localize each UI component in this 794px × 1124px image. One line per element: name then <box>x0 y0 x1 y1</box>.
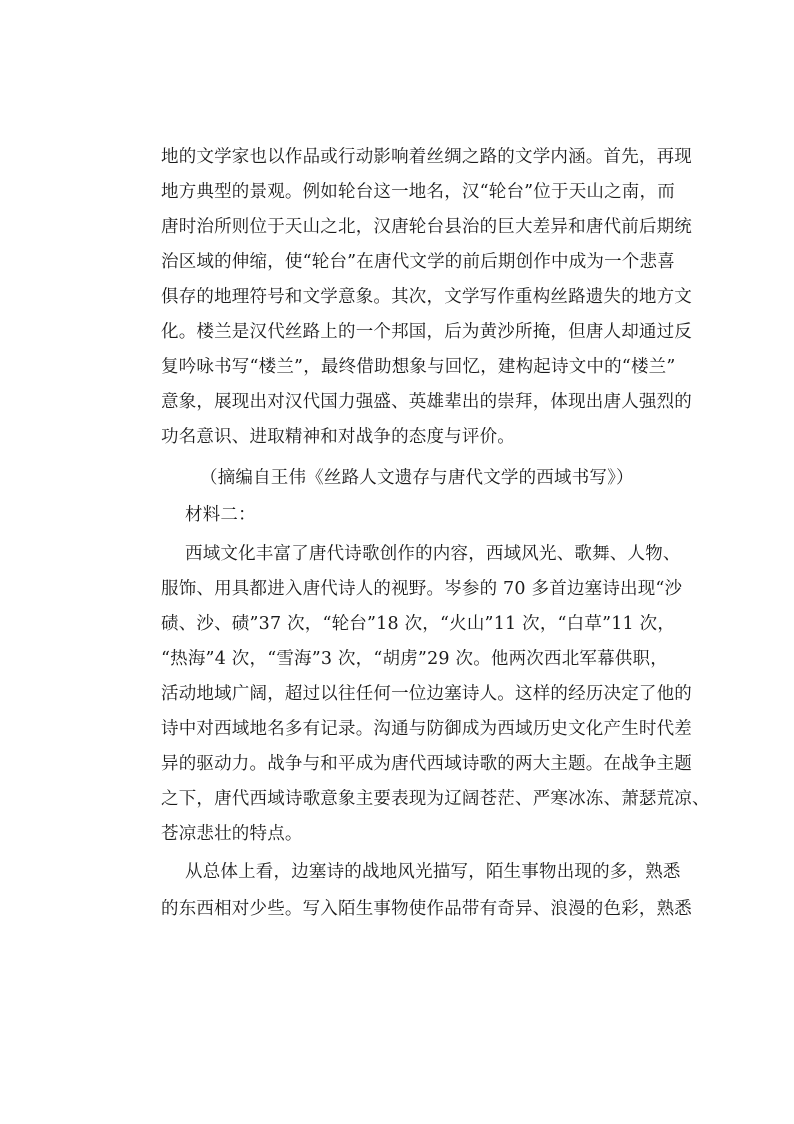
paragraph-2-line: 活动地域广阔，超过以往任何一位边塞诗人。这样的经历决定了他的 <box>161 684 692 704</box>
paragraph-2-line: 苍凉悲壮的特点。 <box>161 824 303 844</box>
paragraph-2-line: 服饰、用具都进入唐代诗人的视野。岑参的 70 多首边塞诗出现“沙 <box>161 579 683 599</box>
paragraph-1-line: 治区域的伸缩，使“轮台”在唐代文学的前后期创作中成为一个悲喜 <box>161 252 675 272</box>
paragraph-2-line: 诗中对西域地名多有记录。沟通与防御成为西域历史文化产生时代差 <box>161 719 692 739</box>
paragraph-2-line: 西域文化丰富了唐代诗歌创作的内容，西域风光、歌舞、人物、 <box>185 544 681 564</box>
paragraph-1-line: 复吟咏书写“楼兰”，最终借助想象与回忆，建构起诗文中的“楼兰” <box>161 357 676 377</box>
paragraph-3-line: 的东西相对少些。写入陌生事物使作品带有奇异、浪漫的色彩，熟悉 <box>161 899 692 919</box>
paragraph-2-line: 碛、沙、碛”37 次，“轮台”18 次，“火山”11 次，“白草”11 次， <box>161 614 676 634</box>
paragraph-3-line: 从总体上看，边塞诗的战地风光描写，陌生事物出现的多，熟悉 <box>185 862 681 882</box>
paragraph-1-line: 俱存的地理符号和文学意象。其次，文学写作重构丝路遗失的地方文 <box>161 287 692 307</box>
paragraph-2-line: “热海”4 次，“雪海”3 次，“胡虏”29 次。他两次西北军幕供职， <box>161 649 668 669</box>
paragraph-1-line: 意象，展现出对汉代国力强盛、英雄辈出的崇拜，体现出唐人强烈的 <box>161 392 692 412</box>
source-citation: （摘编自王伟《丝路人文遗存与唐代文学的西域书写》） <box>200 468 634 488</box>
paragraph-2-line: 之下，唐代西域诗歌意象主要表现为辽阔苍茫、严寒冰冻、萧瑟荒凉、 <box>161 789 710 809</box>
paragraph-1-line: 地的文学家也以作品或行动影响着丝绸之路的文学内涵。首先，再现 <box>161 147 692 167</box>
paragraph-1-line: 化。楼兰是汉代丝路上的一个邦国，后为黄沙所掩，但唐人却通过反 <box>161 322 692 342</box>
section-label-material-two: 材料二： <box>185 505 256 525</box>
paragraph-2-line: 异的驱动力。战争与和平成为唐代西域诗歌的两大主题。在战争主题 <box>161 754 692 774</box>
paragraph-1-line: 唐时治所则位于天山之北，汉唐轮台县治的巨大差异和唐代前后期统 <box>161 217 692 237</box>
paragraph-1-line: 功名意识、进取精神和对战争的态度与评价。 <box>161 427 515 447</box>
paragraph-1-line: 地方典型的景观。例如轮台这一地名，汉“轮台”位于天山之南，而 <box>161 182 675 202</box>
